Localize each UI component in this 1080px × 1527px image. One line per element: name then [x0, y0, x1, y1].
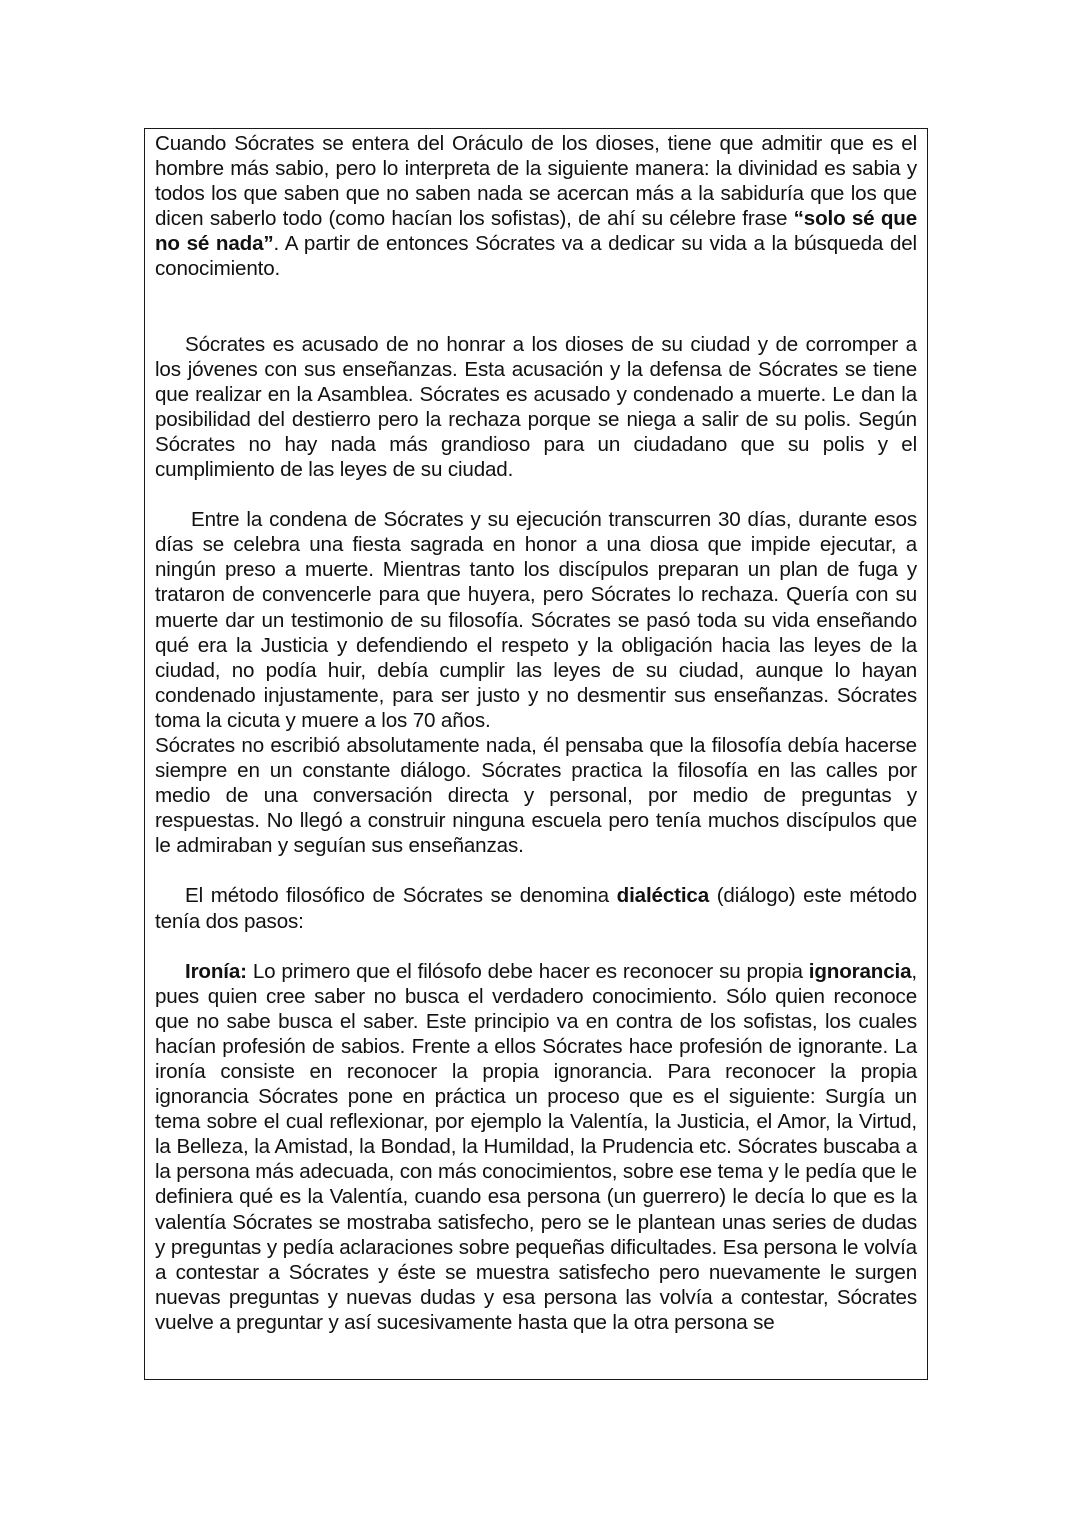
- paragraph-condena: [155, 507, 917, 733]
- text-box: [144, 128, 928, 1380]
- text-run: , pues quien cree saber no busca el verdadero conocimiento. Sólo quien reconoce que no sabe busca el saber. Este principio va en contra de los sofistas, los cuales hacían profesión de sabios. Frente a ellos Sócrates hace profesión de ignorante. La ironía consiste en reconocer la propia ignorancia. Para reconocer la propia ignorancia Sócrates pone en práctica un proceso que es el siguiente: Surgía un tema sobre el cual reflexionar, por ejemplo la Valentía, la Justicia, el Amor, la Virtud, la Belleza, la Amistad, la Bondad, la Humildad, la Prudencia etc. Sócrates buscaba a la persona más adecuada, con más conocimientos, sobre ese tema y le pedía que le definiera qué es la Valentía, cuando esa persona (un guerrero) le decía lo que es la valentía Sócrates se mostraba satisfecho, pero se le plantean unas series de dudas y preguntas y pedía aclaraciones sobre pequeñas dificultades. Esa persona le volvía a contestar a Sócrates y éste se muestra satisfecho pero nuevamente le surgen nuevas preguntas y nuevas dudas y esa persona las volvía a contestar, Sócrates vuelve a preguntar y así sucesivamente hasta que la otra persona se: [155, 959, 917, 1334]
- paragraph-ironia: [155, 959, 917, 1335]
- text-run: Entre la condena de Sócrates y su ejecución transcurren 30 días, durante esos días se celebra una fiesta sagrada en honor a una diosa que impide ejecutar, a ningún preso a muerte. Mientras tanto los discípulos preparan un plan de fuga y trataron de convencerle para que huyera, pero Sócrates lo rechaza. Quería con su muerte dar un testimonio de su filosofía. Sócrates se pasó toda su vida enseñando qué era la Justicia y defendiendo el respeto y la obligación hacia las leyes de la ciudad, no podía huir, debía cumplir las leyes de su ciudad, aunque lo hayan condenado injustamente, para ser justo y no desmentir sus enseñanzas. Sócrates toma la cicuta y muere a los 70 años.: [155, 508, 917, 732]
- spacer: [155, 282, 917, 332]
- text-content: [145, 129, 927, 1335]
- term-ironia: Ironía:: [185, 959, 247, 983]
- term-dialectica: dialéctica: [616, 884, 710, 908]
- spacer: [155, 934, 917, 959]
- paragraph-acusacion: [155, 332, 917, 483]
- paragraph-oraculo: [155, 131, 917, 282]
- spacer: [155, 482, 917, 507]
- text-run: Lo primero que el filósofo debe hacer es reconocer su propia: [246, 959, 809, 983]
- text-run: . A partir de entonces Sócrates va a dedicar su vida a la búsqueda del conocimiento.: [155, 232, 917, 281]
- paragraph-dialogo: [155, 733, 917, 858]
- paragraph-metodo: [155, 883, 917, 933]
- quote-solo-se-que-no-se-nada: “solo sé que no sé nada”: [155, 207, 917, 256]
- term-ignorancia: ignorancia: [808, 959, 912, 983]
- spacer: [155, 858, 917, 883]
- text-run: Cuando Sócrates se entera del Oráculo de los dioses, tiene que admitir que es el hombre más sabio, pero lo interpreta de la siguiente manera: la divinidad es sabia y todos los que saben que no saben nada se acercan más a la sabiduría que los que dicen saberlo todo (como hacían los sofistas), de ahí su célebre frase: [155, 132, 917, 231]
- text-run: Sócrates no escribió absolutamente nada, él pensaba que la filosofía debía hacerse siempre en un constante diálogo. Sócrates practica la filosofía en las calles por medio de una conversación directa y personal, por medio de preguntas y respuestas. No llegó a construir ninguna escuela pero tenía muchos discípulos que le admiraban y seguían sus enseñanzas.: [155, 733, 917, 858]
- text-run: (diálogo) este método tenía dos pasos:: [155, 884, 917, 933]
- text-run: El método filosófico de Sócrates se denomina: [185, 884, 617, 908]
- text-run: Sócrates es acusado de no honrar a los dioses de su ciudad y de corromper a los jóvenes con sus enseñanzas. Esta acusación y la defensa de Sócrates se tiene que realizar en la Asamblea. Sócrates es acusado y condenado a muerte. Le dan la posibilidad del destierro pero la rechaza porque se niega a salir de su polis. Según Sócrates no hay nada más grandioso para un ciudadano que su polis y el cumplimiento de las leyes de su ciudad.: [155, 332, 917, 482]
